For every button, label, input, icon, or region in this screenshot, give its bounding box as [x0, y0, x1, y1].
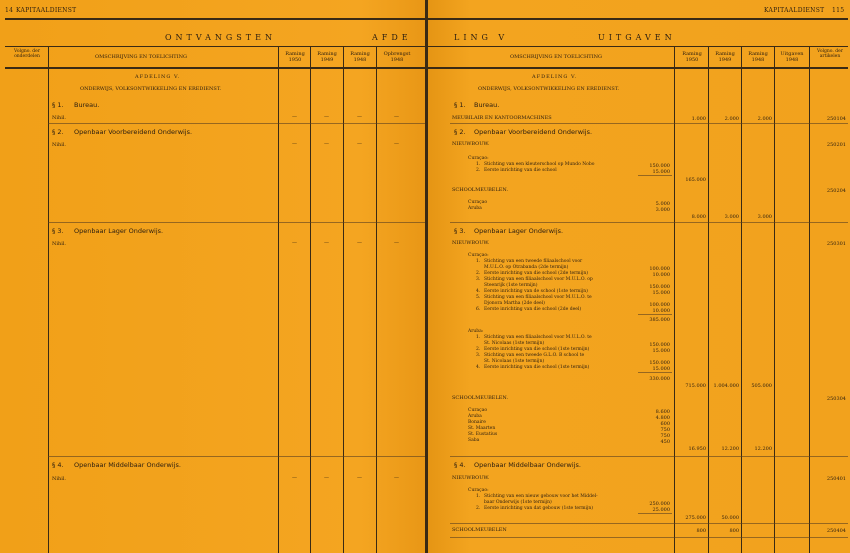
line-text: Eerste inrichting van die school: [484, 168, 557, 173]
nihil-text: Nihil.: [52, 142, 66, 148]
line-number: 6.: [476, 307, 481, 312]
amount-1949: 800: [729, 528, 739, 534]
line-number: 1.: [476, 162, 481, 167]
col-header-omschrijving: OMSCHRIJVING EN TOELICHTING: [95, 54, 187, 60]
section-title: Openbaar Middelbaar Onderwijs.: [74, 461, 181, 469]
line-text: Stichting van een filiaalschool voor M.U.L.O. te: [484, 335, 592, 340]
row-rule: [450, 222, 848, 223]
line-text: Eerste inrichting van die school (2de deel): [484, 307, 582, 312]
line-number: 2.: [476, 347, 481, 352]
article-number: 250201: [826, 142, 846, 148]
amount-1949: 1.004.000: [713, 383, 739, 389]
amount-1950: 165.000: [685, 177, 706, 183]
line-amount: 10.000: [652, 308, 670, 314]
line-amount: 10.000: [652, 272, 670, 278]
line-amount: 150.000: [649, 284, 670, 290]
dash: —: [292, 141, 297, 147]
section-title: Openbaar Voorbereidend Onderwijs.: [74, 128, 193, 136]
running-title: KAPITAALDIENST: [16, 7, 77, 14]
section-number: § 3.: [454, 227, 466, 235]
section-title: Openbaar Voorbereidend Onderwijs.: [474, 128, 593, 136]
line-text: Eerste inrichting van die school (2de termijn): [484, 271, 589, 276]
line-text: baar Onderwijs (1ste termijn): [484, 500, 552, 505]
article-number: 250401: [826, 476, 846, 482]
amount-1950: 715.000: [685, 383, 706, 389]
line-number: 4.: [476, 365, 481, 370]
row-rule: [450, 456, 848, 457]
subtotal-amount: 385.000: [649, 317, 670, 323]
col-header-omschrijving: OMSCHRIJVING EN TOELICHTING: [510, 54, 602, 60]
dash: —: [357, 141, 362, 147]
line-amount: 15.000: [652, 366, 670, 372]
row-rule: [450, 523, 848, 524]
afdeling-title: AFDELING V.: [135, 74, 181, 80]
section-title: Bureau.: [474, 101, 500, 109]
section-heading: UITGAVEN: [598, 33, 676, 42]
line-text: Eerste inrichting van dat gebouw (1ste termijn): [484, 506, 593, 511]
region-label: Curaçao:: [468, 156, 489, 161]
running-title: KAPITAALDIENST: [764, 7, 825, 14]
table-header-rule: [5, 67, 425, 69]
amount-1950: 275.000: [685, 515, 706, 521]
row-rule: [450, 123, 848, 124]
afdeling-subtitle: ONDERWIJS, VOLKSONTWIKKELING EN EREDIENST.: [80, 86, 222, 92]
line-text: Eerste inrichting van die school (1ste termijn): [484, 347, 590, 352]
section-number: § 1.: [454, 101, 466, 109]
line-text: St. Eustatius: [468, 432, 498, 437]
table-header-rule: [428, 67, 848, 69]
col-header-raming-1950: Raming 1950: [682, 51, 702, 63]
article-number: 250204: [826, 188, 846, 194]
line-text: Stichting van een tweede G.L.O. B school te: [484, 353, 585, 358]
line-text: Steenrijk (1ste termijn): [484, 283, 538, 288]
line-text: Stichting van een filiaalschool voor M.U.L.O. op: [484, 277, 593, 282]
nihil-text: Nihil.: [52, 115, 66, 121]
col-header-volgno: Volgno. der onderdelen: [14, 49, 40, 59]
article-number: 250301: [826, 241, 846, 247]
dash: —: [394, 141, 399, 147]
section-title: Openbaar Lager Onderwijs.: [74, 227, 164, 235]
dash: —: [394, 114, 399, 120]
page-number: 14: [5, 7, 14, 14]
subtotal-rule: [638, 513, 672, 514]
budget-item: NIEUWBOUW.: [452, 475, 490, 481]
line-amount: 8.600: [655, 409, 670, 415]
line-text: Eerste inrichting van die school (1ste termijn): [484, 365, 590, 370]
amount-1949: 3.000: [724, 214, 739, 220]
col-header-volgno-artikelen: Volgno. der artikelen: [817, 49, 843, 59]
line-text: Aruba: [468, 206, 482, 211]
budget-item: NIEUWBOUW.: [452, 141, 490, 147]
line-amount: 450: [660, 439, 670, 445]
dash: —: [324, 240, 329, 246]
line-number: 5.: [476, 295, 481, 300]
budget-item: SCHOOLMEUBELEN.: [452, 395, 509, 401]
article-number: 250404: [826, 528, 846, 534]
line-number: 3.: [476, 277, 481, 282]
dash: —: [292, 240, 297, 246]
dash: —: [292, 114, 297, 120]
budget-item: NIEUWBOUW.: [452, 240, 490, 246]
line-text: Stichting van een kleuterschool op Mundo Nobo: [484, 162, 595, 167]
section-title: Openbaar Lager Onderwijs.: [474, 227, 564, 235]
line-amount: 250.000: [649, 501, 670, 507]
line-amount: 15.000: [652, 169, 670, 175]
afdeling-subtitle: ONDERWIJS, VOLKSONTWIKKELING EN EREDIENST.: [478, 86, 620, 92]
line-amount: 100.000: [649, 302, 670, 308]
section-title: Bureau.: [74, 101, 100, 109]
nihil-text: Nihil.: [52, 241, 66, 247]
budget-item: MEUBILAIR EN KANTOORMACHINES: [452, 115, 552, 121]
dash: —: [357, 240, 362, 246]
amount-1950: 16.950: [688, 446, 706, 452]
line-text: Saba: [468, 438, 480, 443]
dash: —: [357, 475, 362, 481]
nihil-text: Nihil.: [52, 476, 66, 482]
line-number: 1.: [476, 494, 481, 499]
dash: —: [394, 475, 399, 481]
amount-1949: 50.000: [721, 515, 739, 521]
row-rule: [450, 537, 848, 538]
col-header-raming-1948: Raming 1948: [350, 51, 370, 63]
section-number: § 4.: [52, 461, 64, 469]
col-header-raming-1950: Raming 1950: [285, 51, 305, 63]
line-text: Stichting van een nieuw gebouw voor het Middel-: [484, 494, 598, 499]
line-text: St. Nicolaas (1ste termijn): [484, 341, 545, 346]
amount-1950: 8.000: [691, 214, 706, 220]
afdeling-title: AFDELING V.: [532, 74, 578, 80]
col-header-uitgaven-1948: Uitgaven 1948: [780, 51, 804, 63]
header-rule: [428, 18, 848, 20]
article-number: 250304: [826, 396, 846, 402]
budget-item: SCHOOLMEUBELEN.: [452, 187, 509, 193]
dash: —: [394, 240, 399, 246]
amount-1948: 12.200: [754, 446, 772, 452]
line-number: 2.: [476, 506, 481, 511]
line-amount: 150.000: [649, 342, 670, 348]
amount-1948: 2.000: [757, 116, 772, 122]
line-text: Curaçao: [468, 408, 488, 413]
amount-1948: 3.000: [757, 214, 772, 220]
section-number: § 2.: [454, 128, 466, 136]
amount-1950: 800: [696, 528, 706, 534]
amount-1948: 505.000: [751, 383, 772, 389]
amount-1949: 12.200: [721, 446, 739, 452]
line-amount: 150.000: [649, 163, 670, 169]
dash: —: [357, 114, 362, 120]
line-amount: 100.000: [649, 266, 670, 272]
line-text: Djonora Martha (2de deel): [484, 301, 545, 306]
subtotal-rule: [638, 175, 672, 176]
line-number: 1.: [476, 335, 481, 340]
region-label: Curaçao:: [468, 253, 489, 258]
region-label: Aruba:: [468, 329, 484, 334]
section-number: § 1.: [52, 101, 64, 109]
col-header-opbrengst-1948: Opbrengst 1948: [383, 51, 411, 63]
table-top-rule: [5, 46, 425, 47]
region-label: Curaçao:: [468, 488, 489, 493]
line-text: Bonaire: [468, 420, 486, 425]
line-amount: 5.000: [655, 201, 670, 207]
line-text: M.U.L.O. op Otrabanda (2de termijn): [484, 265, 569, 270]
line-text: Aruba: [468, 414, 482, 419]
row-rule: [48, 456, 425, 457]
dash: —: [324, 475, 329, 481]
amount-1949: 2.000: [724, 116, 739, 122]
line-text: Stichting van een filiaalschool voor M.U.L.O. te: [484, 295, 592, 300]
col-header-raming-1949: Raming 1949: [715, 51, 735, 63]
section-number: § 2.: [52, 128, 64, 136]
dash: —: [324, 141, 329, 147]
right-page: [428, 0, 850, 553]
line-amount: 25.000: [652, 507, 670, 513]
subtotal-amount: 330.000: [649, 376, 670, 382]
line-text: Curaçao: [468, 200, 488, 205]
subtotal-rule: [638, 314, 672, 315]
line-text: Eerste inrichting van de school (1ste termijn): [484, 289, 588, 294]
section-number: § 4.: [454, 461, 466, 469]
line-text: Stichting van een tweede filiaalschool voor: [484, 259, 583, 264]
line-text: St. Nicolaas (1ste termijn): [484, 359, 545, 364]
section-heading: ONTVANGSTEN: [165, 33, 276, 42]
line-text: St. Maarten: [468, 426, 496, 431]
page-number: 115: [832, 7, 845, 14]
section-title: Openbaar Middelbaar Onderwijs.: [474, 461, 581, 469]
line-amount: 3.000: [655, 207, 670, 213]
col-header-raming-1948: Raming 1948: [748, 51, 768, 63]
line-amount: 750: [660, 427, 670, 433]
budget-item: SCHOOLMEUBELEN: [452, 527, 507, 533]
table-top-rule: [428, 46, 848, 47]
header-rule: [5, 18, 425, 20]
line-amount: 150.000: [649, 360, 670, 366]
dash: —: [292, 475, 297, 481]
row-rule: [48, 222, 425, 223]
line-amount: 4.800: [655, 415, 670, 421]
section-heading-split: LING V: [454, 33, 509, 42]
line-number: 2.: [476, 168, 481, 173]
col-header-raming-1949: Raming 1949: [317, 51, 337, 63]
amount-1950: 1.000: [691, 116, 706, 122]
line-amount: 15.000: [652, 290, 670, 296]
line-amount: 15.000: [652, 348, 670, 354]
article-number: 250104: [826, 116, 846, 122]
row-rule: [48, 123, 425, 124]
line-number: 2.: [476, 271, 481, 276]
subtotal-rule: [638, 372, 672, 373]
line-amount: 600: [660, 421, 670, 427]
line-number: 1.: [476, 259, 481, 264]
dash: —: [324, 114, 329, 120]
section-number: § 3.: [52, 227, 64, 235]
line-number: 4.: [476, 289, 481, 294]
line-number: 3.: [476, 353, 481, 358]
line-amount: 750: [660, 433, 670, 439]
section-heading-split: AFDE: [372, 33, 412, 42]
